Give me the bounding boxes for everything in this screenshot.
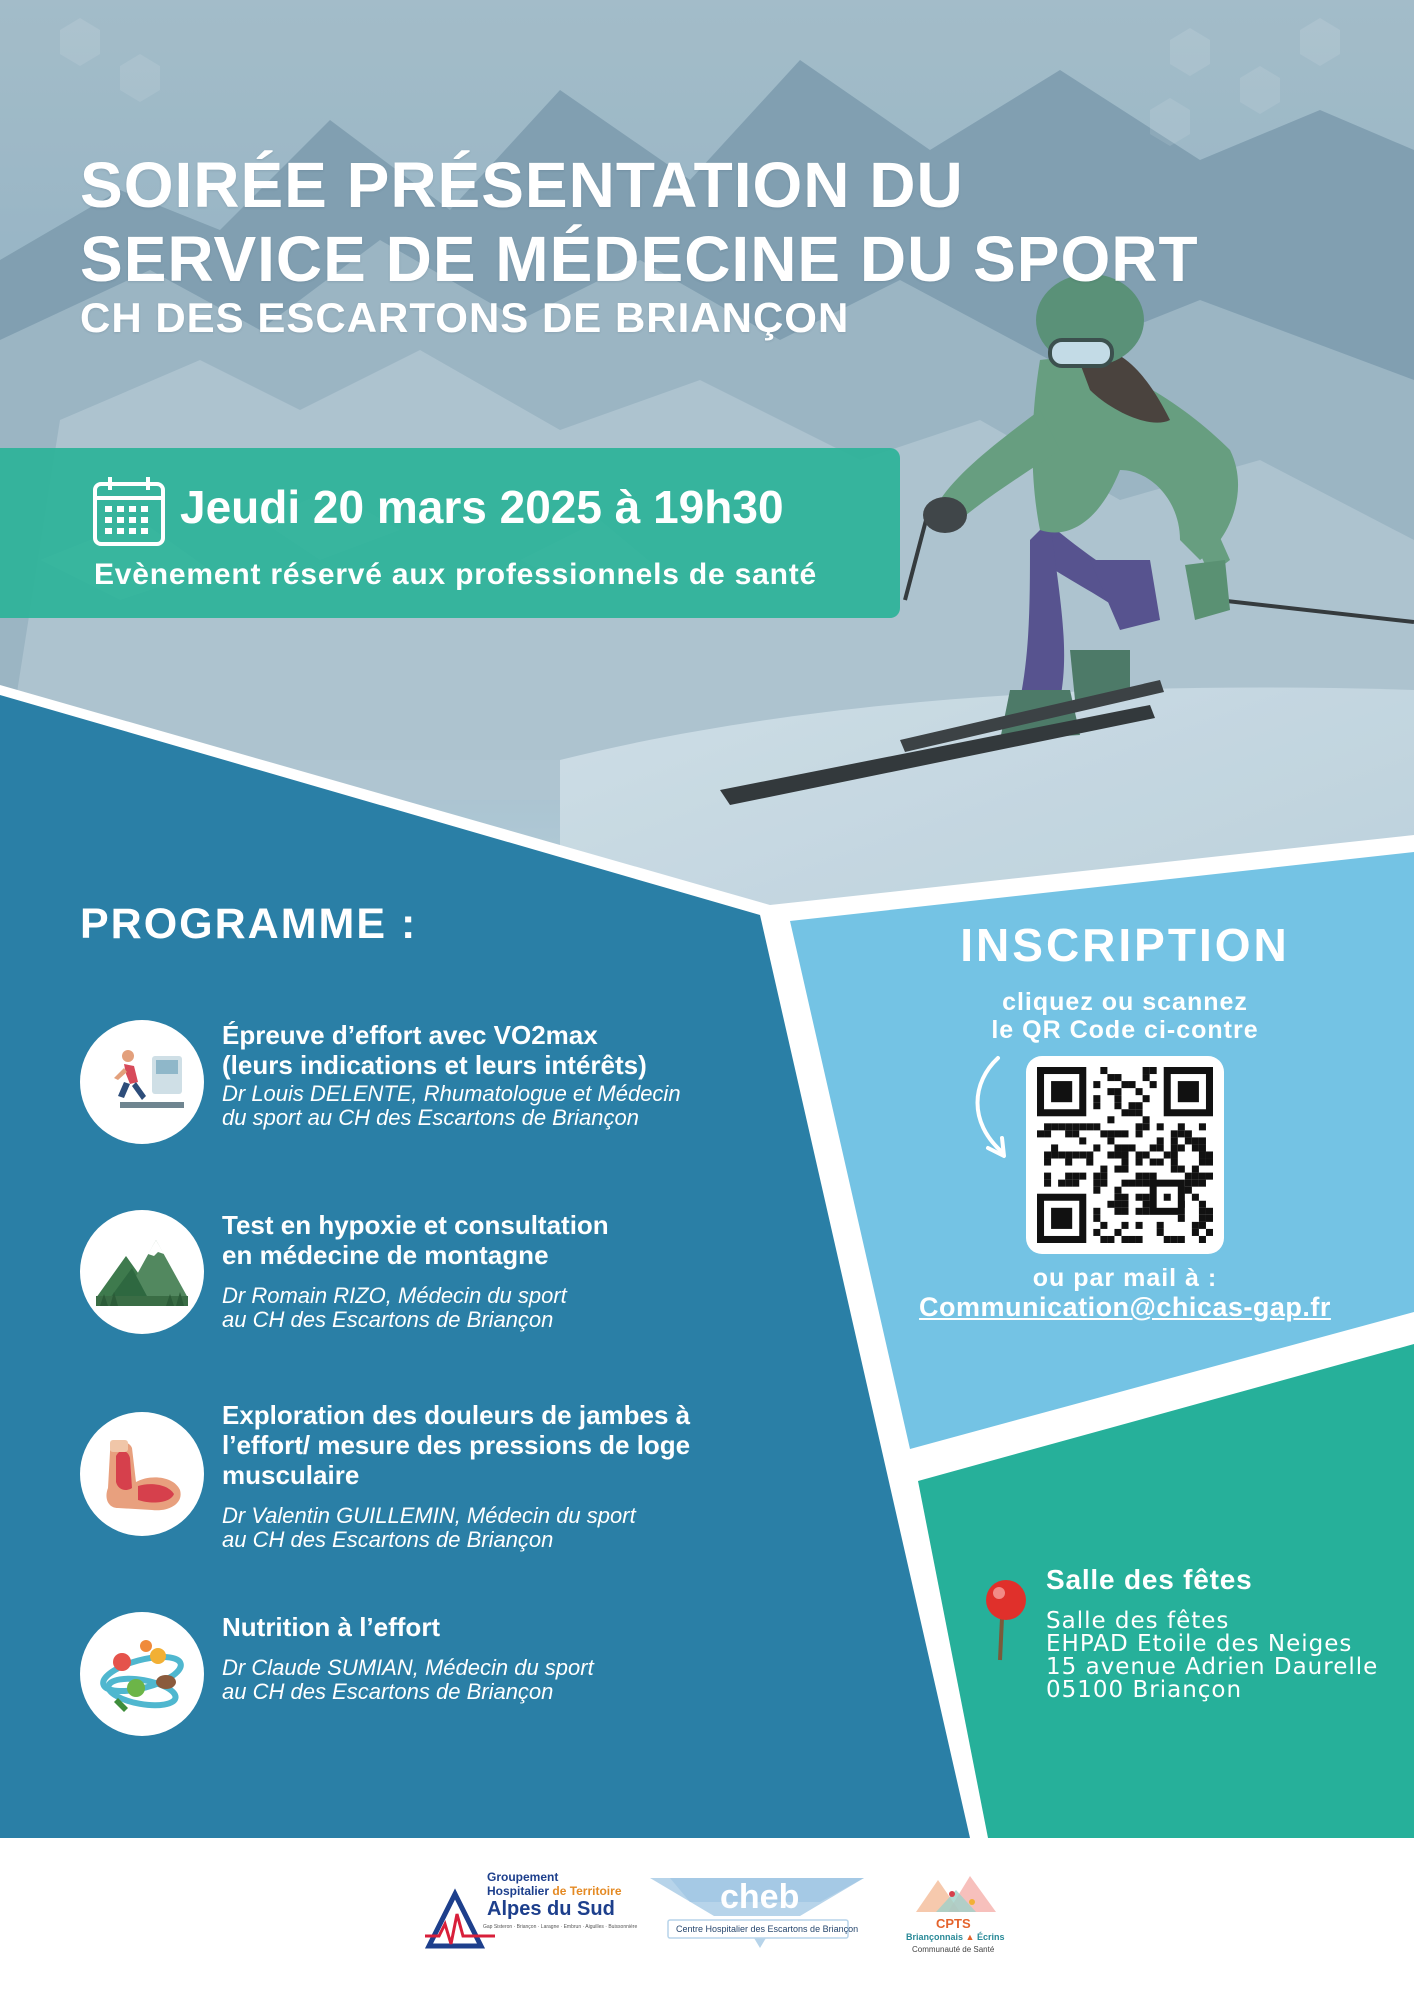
ght-line3: Alpes du Sud: [487, 1898, 615, 1920]
cpts-peaks-icon: [908, 1872, 1004, 1916]
map-pin-icon: [982, 1578, 1030, 1662]
cheb-logo: [650, 1876, 864, 1956]
programme-item-speaker: au CH des Escartons de Briançon: [222, 1679, 554, 1704]
mountain-icon: [80, 1210, 204, 1334]
title-line-2: SERVICE DE MÉDECINE DU SPORT: [80, 223, 1199, 295]
venue-address-line: 05100 Briançon: [1046, 1677, 1243, 1703]
ght-line2b: de Territoire: [552, 1884, 622, 1898]
programme-item-speaker: au CH des Escartons de Briançon: [222, 1307, 554, 1332]
event-date: Jeudi 20 mars 2025 à 19h30: [180, 481, 784, 533]
title-line-3: CH DES ESCARTONS DE BRIANÇON: [80, 294, 850, 341]
running-test-icon: [80, 1020, 204, 1144]
email-link[interactable]: Communication@chicas-gap.fr: [919, 1292, 1331, 1322]
cpts-line3: Communauté de Santé: [912, 1945, 995, 1954]
inscription-title: INSCRIPTION: [960, 919, 1290, 971]
event-audience: Evènement réservé aux professionnels de santé: [94, 558, 817, 591]
programme-item-text: [222, 1612, 782, 1704]
title-line-1: SOIRÉE PRÉSENTATION DU: [80, 149, 964, 221]
programme-item-title: Nutrition à l’effort: [222, 1612, 441, 1642]
ght-mountain-icon: [425, 1884, 495, 1954]
ght-line2: [487, 1884, 622, 1898]
programme-item-title: en médecine de montagne: [222, 1240, 549, 1270]
programme-item-speaker: Dr Claude SUMIAN, Médecin du sport: [222, 1655, 594, 1680]
cheb-name: [720, 1878, 799, 1917]
programme-item-title: musculaire: [222, 1460, 360, 1490]
inscription-instruction: le QR Code ci-contre: [991, 1016, 1259, 1044]
nutrition-icon: [80, 1612, 204, 1736]
programme-item-title: l’effort/ mesure des pressions de loge: [222, 1430, 691, 1460]
programme-item-text: [222, 1020, 782, 1130]
programme-item-title: (leurs indications et leurs intérêts): [222, 1050, 647, 1080]
programme-item-speaker: Dr Valentin GUILLEMIN, Médecin du sport: [222, 1503, 636, 1528]
ght-line2a: Hospitalier: [487, 1884, 553, 1898]
programme-item-text: [222, 1400, 782, 1552]
programme-item-speaker: du sport au CH des Escartons de Briançon: [222, 1105, 640, 1130]
curved-arrow-icon: [958, 1052, 1028, 1166]
cpts-line2b: Écrins: [976, 1932, 1005, 1942]
programme-item-title: Épreuve d’effort avec VO2max: [222, 1020, 598, 1050]
qr-code-pattern[interactable]: [1037, 1067, 1213, 1243]
programme-item: [80, 1020, 760, 1150]
ght-line1: Groupement: [487, 1870, 559, 1884]
venue-address-line: EHPAD Etoile des Neiges: [1046, 1631, 1353, 1657]
programme-item: [80, 1400, 760, 1550]
programme-item: [80, 1210, 760, 1340]
cheb-full-name: Centre Hospitalier des Escartons de Briançon: [676, 1924, 859, 1934]
cpts-line2a: Briançonnais: [906, 1932, 964, 1942]
programme-item-title: Exploration des douleurs de jambes à: [222, 1400, 691, 1430]
muscle-icon: [80, 1412, 204, 1536]
ght-alpes-du-sud-logo: [425, 1870, 638, 1960]
qr-code[interactable]: [1026, 1056, 1224, 1254]
venue-address-line: 15 avenue Adrien Daurelle: [1046, 1654, 1379, 1680]
programme-title: PROGRAMME :: [80, 900, 418, 948]
cpts-name: CPTS: [936, 1916, 971, 1931]
cpts-line2: Briançonnais ▲ Écrins: [906, 1932, 1005, 1942]
programme-item-text: [222, 1210, 782, 1332]
venue-title: Salle des fêtes: [1046, 1564, 1253, 1595]
venue-address-line: Salle des fêtes: [1046, 1608, 1230, 1634]
programme-item: [80, 1612, 760, 1742]
inscription-instruction: cliquez ou scannez: [1002, 988, 1248, 1016]
programme-item-speaker: Dr Louis DELENTE, Rhumatologue et Médecin: [222, 1081, 681, 1106]
programme-item-title: Test en hypoxie et consultation: [222, 1210, 609, 1240]
cpts-logo: [900, 1872, 1012, 1964]
cheb-name-text: cheb: [720, 1878, 800, 1916]
ght-sites: Gap Sisteron · Briançon · Laragne · Embrun · Aiguilles · Buissonnière: [483, 1924, 638, 1930]
programme-item-speaker: au CH des Escartons de Briançon: [222, 1527, 554, 1552]
programme-item-speaker: Dr Romain RIZO, Médecin du sport: [222, 1283, 567, 1308]
mail-label: ou par mail à :: [1032, 1264, 1218, 1292]
